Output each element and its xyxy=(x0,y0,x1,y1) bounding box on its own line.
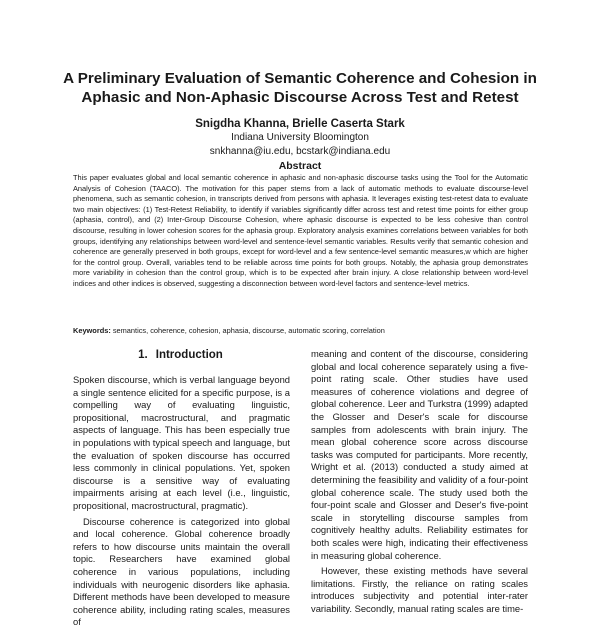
paper-title xyxy=(40,69,560,107)
keywords xyxy=(73,326,528,336)
paper-title-line-2: Aphasic and Non-Aphasic Discourse Across Test and Retest xyxy=(81,89,519,106)
intro-paragraph-1: Spoken discourse, which is verbal language beyond a single sentence elicited for a specific purpose, is a compelling way of evaluating linguistic, propositional, macrostructural, and pragmatic aspects of language. This has been especially true in populations with typical speech and language, but the evaluation of spoken discourse has occurred less commonly in clinical populations. Yet, spoken discourse is a sensitive way of evaluating impairments arising at each level (i.e., linguistic, propositional, macrostructural, pragmatic). xyxy=(73,374,290,511)
keywords-label: Keywords: xyxy=(73,326,111,335)
keywords-list: semantics, coherence, cohesion, aphasia, discourse, automatic scoring, correlation xyxy=(110,326,385,335)
abstract-heading: Abstract xyxy=(278,160,322,172)
right-column xyxy=(311,348,528,614)
abstract-text: This paper evaluates global and local semantic coherence in aphasic and non-aphasic discourse tasks using the Tool for the Automatic Analysis of Cohesion (TAACO). The motivation for this paper stems from a lack of automatic methods to evaluate discourse-level phenomena, such as semantic cohesion, in transcripts derived from persons with aphasia. It leverages existing test-retest data to evaluate two main objectives: (1) Test-Retest Reliability, to identify if variables significantly differ across test and retest time points for either group (aphasia, control), and (2) Inter-Group Discourse Cohesion, where aphasic discourse is expected to be less cohesive than control discourse, resulting in lower cohesion scores for the aphasia group. Exploratory analysis examines correlations between variables for both groups, identifying any relationships between word-level and sentence-level semantic variables. Results verify that semantic cohesion and coherence are generally preserved in both groups, except for word-level and a few sentence-level semantic measures,w which are higher for the control group. Overall, variables tend to be reliable across time points for both groups. Notably, the aphasia group demonstrates more variability in cohesion than the control group, which is to be expected after brain injury. A close relationship between word-level indices and other indices is observed, suggesting a disconnection between word-level factors and sentence-level metrics. xyxy=(73,173,528,288)
paper-title-line-1: A Preliminary Evaluation of Semantic Coherence and Cohesion in xyxy=(63,70,537,87)
left-column xyxy=(73,374,290,628)
intro-paragraph-2: Discourse coherence is categorized into global and local coherence. Global coherence broadly refers to how discourse units maintain the overall topic. Researchers have examined global coherence in various populations, including individuals with neurogenic disorders like aphasia. Different methods have been developed to measure coherence ability, including rating scales, measures of xyxy=(73,515,290,628)
section-title: Introduction xyxy=(155,349,223,361)
author-emails: snkhanna@iu.edu, bcstark@indiana.edu xyxy=(209,146,391,157)
intro-paragraph-3: meaning and content of the discourse, considering global and local coherence separately using a five-point rating scale. Other studies have used measures of coherence violations and degree of global coherence. Leer and Turkstra (1999) adapted the Glosser and Deser's scale for discourse samples from adolescents with brain injury. The mean global coherence score across discourse tasks was computed for participants. More recently, Wright et al. (2013) conducted a study aimed at determining the feasibility and validity of a four-point global coherence scale. The study used both the four-point scale and Glosser and Deser's five-point scale in storytelling discourse samples from cognitively healthy adults. Reliability estimates for both scales were high, indicating their effectiveness in measuring global coherence. xyxy=(311,348,528,561)
section-number: 1. xyxy=(138,349,148,361)
author-affiliation: Indiana University Bloomington xyxy=(231,132,369,143)
intro-paragraph-4: However, these existing methods have several limitations. Firstly, the reliance on rating scales introduces subjectivity and potential inter-rater variability. Secondly, manual rating scales are time- xyxy=(311,565,528,614)
section-heading xyxy=(73,348,288,362)
author-names: Snigdha Khanna, Brielle Caserta Stark xyxy=(195,118,405,130)
